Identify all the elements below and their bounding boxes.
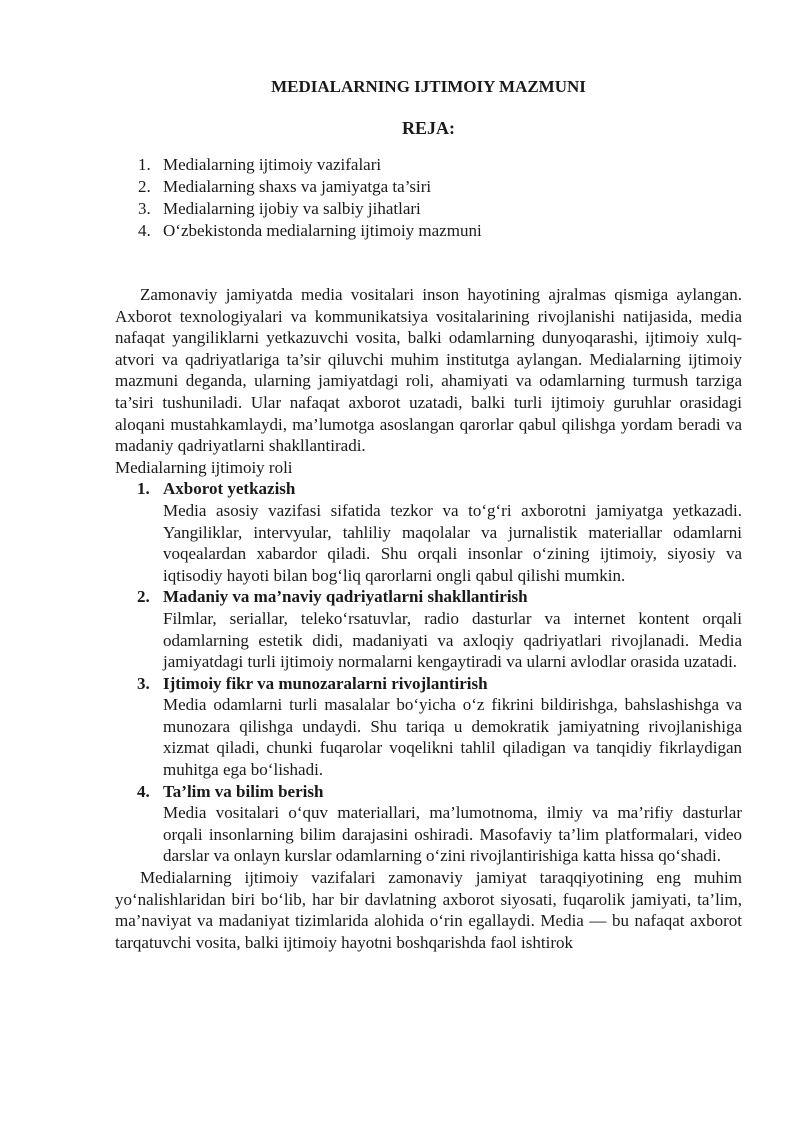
role-number: 4. — [137, 781, 150, 801]
plan-item-number: 4. — [138, 221, 151, 240]
plan-item — [138, 154, 482, 176]
role-heading: Ijtimoiy fikr va munozaralarni rivojlantirish — [163, 673, 488, 693]
plan-item-text: O‘zbekistonda medialarning ijtimoiy mazmuni — [163, 221, 482, 240]
role-item — [115, 673, 742, 781]
document-title: MEDIALARNING IJTIMOIY MAZMUNI — [271, 77, 586, 96]
role-item — [115, 586, 742, 672]
plan-list — [138, 154, 482, 242]
role-heading: Madaniy va ma’naviy qadriyatlarni shakllantirish — [163, 587, 528, 607]
plan-item-text: Medialarning ijtimoiy vazifalari — [163, 155, 382, 174]
document-body — [115, 284, 742, 953]
closing-paragraph: Medialarning ijtimoiy vazifalari zamonaviy jamiyat taraqqiyotining eng muhim yo‘nalishlaridan biri bo‘lib, har bir davlatning axborot siyosati, fuqarolik jamiyati, ta’lim, ma’naviyat va madaniyat tizimlarida alohida o‘rin egallaydi. Media — bu nafaqat axborot tarqatuvchi vosita, balki ijtimoiy hayotni boshqarishda faol ishtirok — [115, 868, 742, 952]
plan-item-number: 1. — [138, 155, 151, 174]
role-text: Media vositalari o‘quv materiallari, ma’lumotnoma, ilmiy va ma’rifiy dasturlar orqali insonlarning bilim darajasini oshiradi. Masofaviy ta’lim platformalari, video darslar va onlayn kurslar odamlarning o‘zini rivojlantirishiga katta hissa qo‘shadi. — [163, 803, 742, 866]
role-text: Media odamlarni turli masalalar bo‘yicha o‘z fikrini bildirishga, bahslashishga va munozara qilishga undaydi. Shu tariqa u demokratik jamiyatning rivojlanishiga xizmat qiladi, chunki fuqarolar voqelikni tahlil qiladigan va tanqidiy fikrlaydigan muhitga ega bo‘lishadi. — [163, 695, 742, 780]
role-text: Filmlar, seriallar, teleko‘rsatuvlar, radio dasturlar va internet kontent orqali odamlarning estetik didi, madaniyati va axloqiy qadriyatlari rivojlanadi. Media jamiyatdagi turli ijtimoiy normalarni kengaytiradi va ularni avlodlar orasida uzatadi. — [163, 608, 742, 672]
role-number: 3. — [137, 673, 150, 693]
roles-list — [115, 478, 742, 867]
plan-item-number: 2. — [138, 177, 151, 196]
role-number: 2. — [137, 587, 150, 607]
plan-item — [138, 220, 482, 242]
plan-heading: REJA: — [402, 118, 455, 138]
role-heading: Ta’lim va bilim berish — [163, 781, 324, 801]
role-item — [115, 478, 742, 586]
section-heading: Medialarning ijtimoiy roli — [115, 457, 293, 477]
role-heading: Axborot yetkazish — [163, 479, 296, 499]
plan-item — [138, 198, 482, 220]
role-item — [115, 781, 742, 867]
plan-item — [138, 176, 482, 198]
plan-item-number: 3. — [138, 199, 151, 218]
plan-item-text: Medialarning shaxs va jamiyatga ta’siri — [163, 177, 432, 196]
intro-paragraph: Zamonaviy jamiyatda media vositalari inson hayotining ajralmas qismiga aylangan. Axborot texnologiyalari va kommunikatsiya vositalarining rivojlanishi natijasida, media nafaqat yangiliklarni yetkazuvchi vosita, balki odamlarning dunyoqarashi, ijtimoiy xulq-atvori va qadriyatlariga ta’sir qiluvchi muhim institutga aylangan. Medialarning ijtimoiy mazmuni deganda, ularning jamiyatdagi roli, ahamiyati va odamlarning turmush tarziga ta’siri tushuniladi. Ular nafaqat axborot uzatadi, balki turli ijtimoiy guruhlar orasidagi aloqani mustahkamlaydi, ma’lumotga asoslangan qarorlar qabul qilishga yordam beradi va madaniy qadriyatlarni shakllantiradi. — [115, 285, 742, 456]
plan-item-text: Medialarning ijobiy va salbiy jihatlari — [163, 199, 421, 218]
role-text: Media asosiy vazifasi sifatida tezkor va to‘g‘ri axborotni jamiyatga yetkazadi. Yangiliklar, intervyular, tahliliy maqolalar va jurnalistik materiallar odamlarni voqealardan xabardor qiladi. Shu orqali insonlar o‘zining ijtimoiy, siyosiy va iqtisodiy hayoti bilan bog‘liq qarorlarni ongli qabul qilishi mumkin. — [163, 500, 742, 585]
role-number: 1. — [137, 479, 150, 499]
